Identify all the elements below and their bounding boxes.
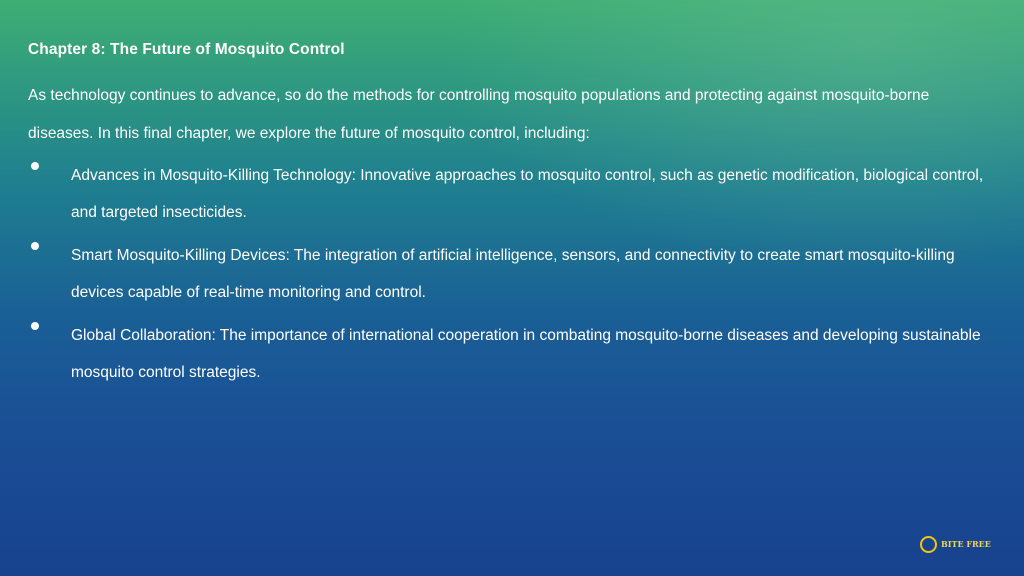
intro-paragraph: As technology continues to advance, so do the methods for controlling mosquito populations and protecting against mosquito-borne diseases. In this final chapter, we explore the future of mosquito control, including:: [28, 87, 930, 142]
bullet-list: [0, 157, 1024, 397]
bullet-text: Smart Mosquito-Killing Devices: The integration of artificial intelligence, sensors, and connectivity to create smart mosquito-killing devices capable of real-time monitoring and control.: [71, 247, 955, 301]
bullet-item: [0, 317, 1024, 391]
bullet-text: Advances in Mosquito-Killing Technology: Innovative approaches to mosquito control, such as genetic modification, biological control, and targeted insecticides.: [71, 167, 984, 221]
bullet-dot-icon: [31, 162, 39, 170]
logo-name: [941, 540, 991, 548]
logo-name-text: BITE FREE: [941, 539, 991, 549]
bullet-dot-icon: [31, 322, 39, 330]
brand-logo: [920, 533, 991, 555]
bullet-text: Global Collaboration: The importance of international cooperation in combating mosquito-borne diseases and developing sustainable mosquito control strategies.: [71, 327, 981, 381]
slide-title: Chapter 8: The Future of Mosquito Control: [28, 41, 345, 58]
bullet-dot-icon: [31, 242, 39, 250]
bullet-item: [0, 157, 1024, 231]
ring-icon: [920, 536, 937, 553]
bullet-item: [0, 237, 1024, 311]
